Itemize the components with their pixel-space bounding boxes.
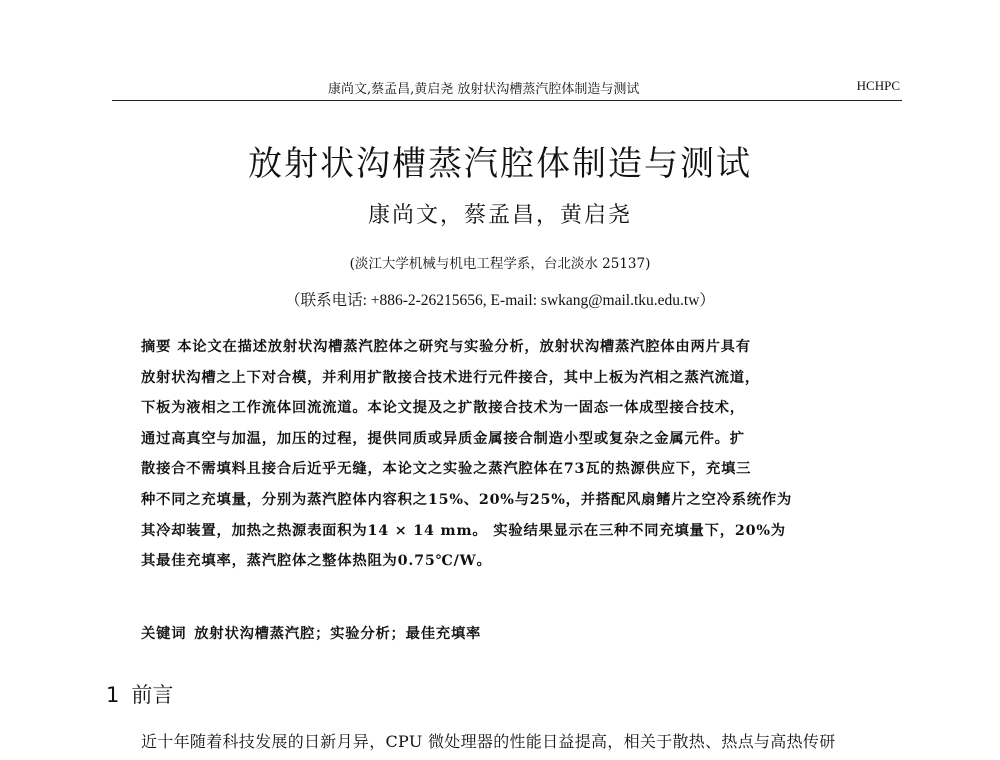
keywords-text: 放射状沟槽蒸汽腔；实验分析；最佳充填率	[194, 626, 482, 642]
abstract-line: 其最佳充填率，蒸汽腔体之整体热阻为0.75℃/W。	[141, 553, 492, 570]
body-paragraph: 近十年随着科技发展的日新月异，CPU 微处理器的性能日益提高，相关于散热、热点与高热传研	[141, 732, 836, 751]
section-title: 前言	[131, 683, 174, 707]
contact-info: （联系电话: +886-2-26215656, E-mail: swkang@mail.tku.edu.tw）	[285, 292, 715, 309]
header-journal: HCHPC	[856, 78, 900, 93]
keywords-label: 关键词	[141, 626, 187, 642]
abstract-line: 散接合不需填料且接合后近乎无缝，本论文之实验之蒸汽腔体在73瓦的热源供应下，充填三	[141, 461, 752, 478]
abstract	[141, 337, 861, 582]
paper-authors: 康尚文，蔡孟昌，黄启尧	[367, 203, 632, 228]
abstract-line: 放射状沟槽之上下对合模，并利用扩散接合技术进行元件接合，其中上板为汽相之蒸汽流道，	[141, 369, 760, 386]
abstract-line	[141, 337, 861, 368]
abstract-line: 下板为液相之工作流体回流流道。本论文提及之扩散接合技术为一固态一体成型接合技术，	[141, 400, 745, 417]
abstract-label: 摘要	[141, 339, 172, 355]
abstract-line: 其冷却装置，加热之热源表面积为14 × 14 mm。 实验结果显示在三种不同充填量下，20%为	[141, 522, 786, 539]
keywords	[141, 623, 861, 643]
paper-title: 放射状沟槽蒸汽腔体制造与测试	[248, 144, 752, 184]
affiliation: (淡江大学机械与机电工程学系，台北淡水 25137)	[349, 256, 651, 272]
section-heading	[106, 679, 173, 709]
abstract-line-text: 本论文在描述放射状沟槽蒸汽腔体之研究与实验分析，放射状沟槽蒸汽腔体由两片具有	[177, 339, 751, 355]
section-number: 1	[106, 683, 120, 707]
abstract-line: 通过高真空与加温，加压的过程，提供同质或异质金属接合制造小型或复杂之金属元件。扩	[141, 430, 745, 447]
abstract-line: 种不同之充填量，分别为蒸汽腔体内容积之15%、20%与25%，并搭配风扇鳍片之空冷系统作为	[141, 491, 793, 508]
header-authors-title: 康尚文,蔡孟昌,黄启尧 放射状沟槽蒸汽腔体制造与测试	[328, 82, 640, 97]
running-header	[112, 76, 902, 101]
